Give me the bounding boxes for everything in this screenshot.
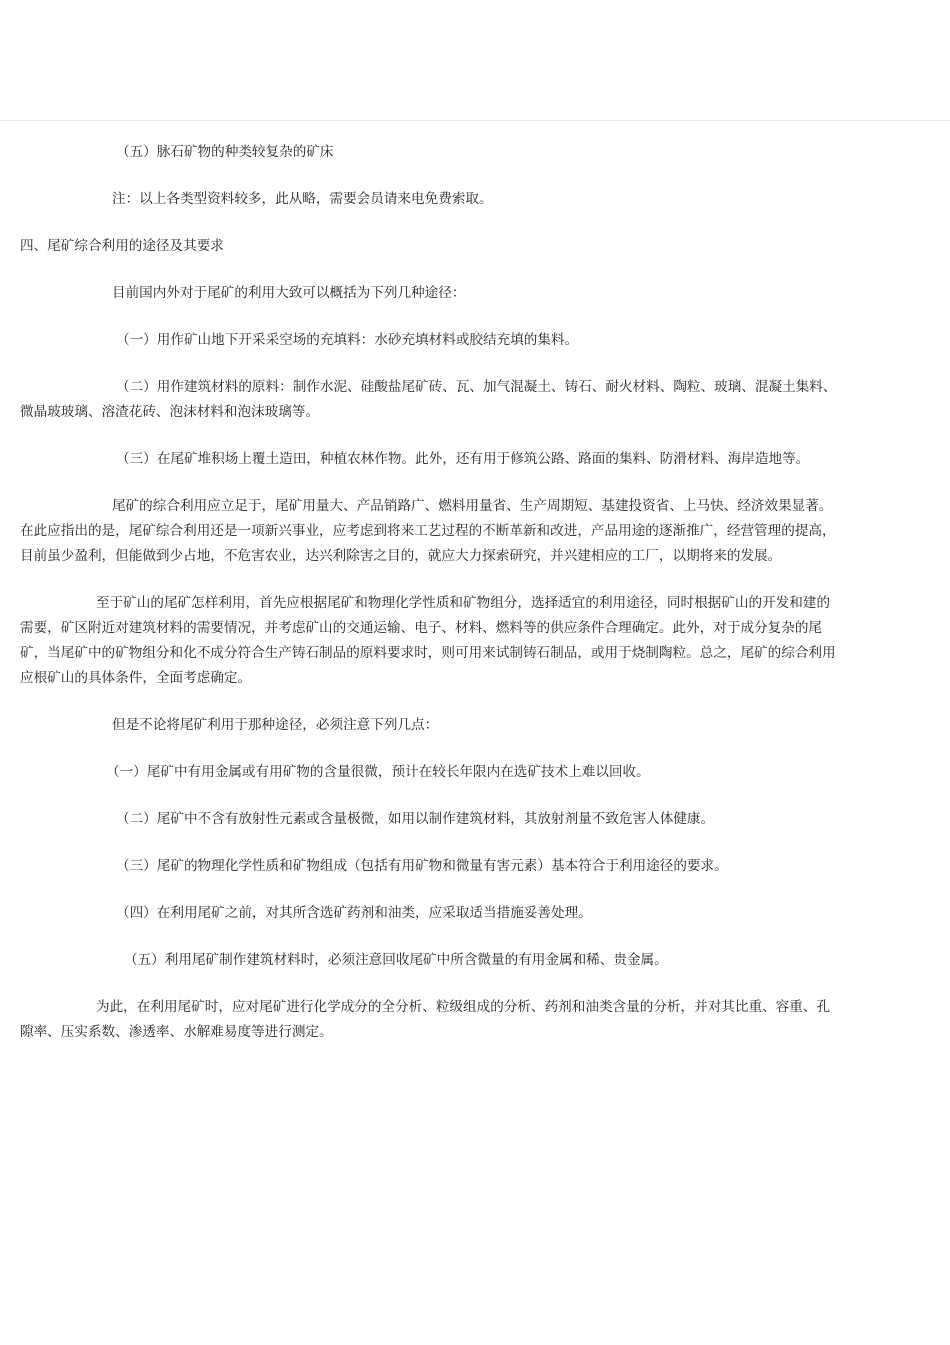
paragraph-notes-intro: 但是不论将尾矿利用于那种途径，必须注意下列几点： bbox=[112, 717, 439, 733]
section-heading: 四、尾矿综合利用的途径及其要求 bbox=[20, 238, 224, 254]
paragraph-use-3: （三）在尾矿堆积场上覆土造田，种植农林作物。此外，还有用于修筑公路、路面的集料、防滑材料、海岸造地等。 bbox=[116, 451, 810, 467]
document-body bbox=[20, 140, 842, 1067]
paragraph-note-1: （一）尾矿中有用金属或有用矿物的含量很微，预计在较长年限内在选矿技术上难以回收。 bbox=[106, 764, 650, 780]
paragraph-note-2: （二）尾矿中不含有放射性元素或含量极微，如用以制作建筑材料，其放射剂量不致危害人体健康。 bbox=[116, 811, 715, 827]
paragraph-principles: 尾矿的综合利用应立足于，尾矿用量大、产品销路广、燃料用量省、生产周期短、基建投资省、上马快、经济效果显著。在此应指出的是，尾矿综合利用还是一项新兴事业，应考虑到将来工艺过程的不断革新和改进，产品用途的逐渐推广，经营管理的提高，目前虽少盈利，但能做到少占地，不危害农业，达兴利除害之目的，就应大力探索研究，并兴建相应的工厂，以期将来的发展。 bbox=[20, 498, 836, 564]
paragraph-how-to-use: 至于矿山的尾矿怎样利用，首先应根据尾矿和物理化学性质和矿物组分，选择适宜的利用途径，同时根据矿山的开发和建的需要，矿区附近对建筑材料的需要情况，并考虑矿山的交通运输、电子、材料、燃料等的供应条件合理确定。此外，对于成分复杂的尾矿，当尾矿中的矿物组分和化不成分符合生产铸石制品的原料要求时，则可用来试制铸石制品，或用于烧制陶粒。总之，尾矿的综合利用应根矿山的具体条件，全面考虑确定。 bbox=[20, 595, 836, 686]
paragraph-1: （五）脉石矿物的种类较复杂的矿床 bbox=[116, 144, 334, 160]
paragraph-intro: 目前国内外对于尾矿的利用大致可以概括为下列几种途径： bbox=[112, 285, 466, 301]
paragraph-note-4: （四）在利用尾矿之前，对其所含选矿药剂和油类，应采取适当措施妥善处理。 bbox=[116, 905, 592, 921]
paragraph-use-1: （一）用作矿山地下开采采空场的充填料：水砂充填材料或胶结充填的集料。 bbox=[116, 332, 579, 348]
paragraph-use-2: （二）用作建筑材料的原料：制作水泥、硅酸盐尾矿砖、瓦、加气混凝土、铸石、耐火材料、陶粒、玻璃、混凝土集料、微晶玻玻璃、溶渣花砖、泡沫材料和泡沫玻璃等。 bbox=[20, 379, 837, 420]
paragraph-note-3: （三）尾矿的物理化学性质和矿物组成（包括有用矿物和微量有害元素）基本符合于利用途径的要求。 bbox=[116, 858, 728, 874]
top-divider bbox=[0, 120, 950, 121]
paragraph-conclusion: 为此，在利用尾矿时，应对尾矿进行化学成分的全分析、粒级组成的分析、药剂和油类含量的分析，并对其比重、容重、孔隙率、压实系数、渗透率、水解难易度等进行测定。 bbox=[20, 999, 831, 1040]
paragraph-note-5: （五）利用尾矿制作建筑材料时，必须注意回收尾矿中所含微量的有用金属和稀、贵金属。 bbox=[124, 952, 668, 968]
paragraph-note: 注：以上各类型资料较多，此从略，需要会员请来电免费索取。 bbox=[112, 191, 493, 207]
